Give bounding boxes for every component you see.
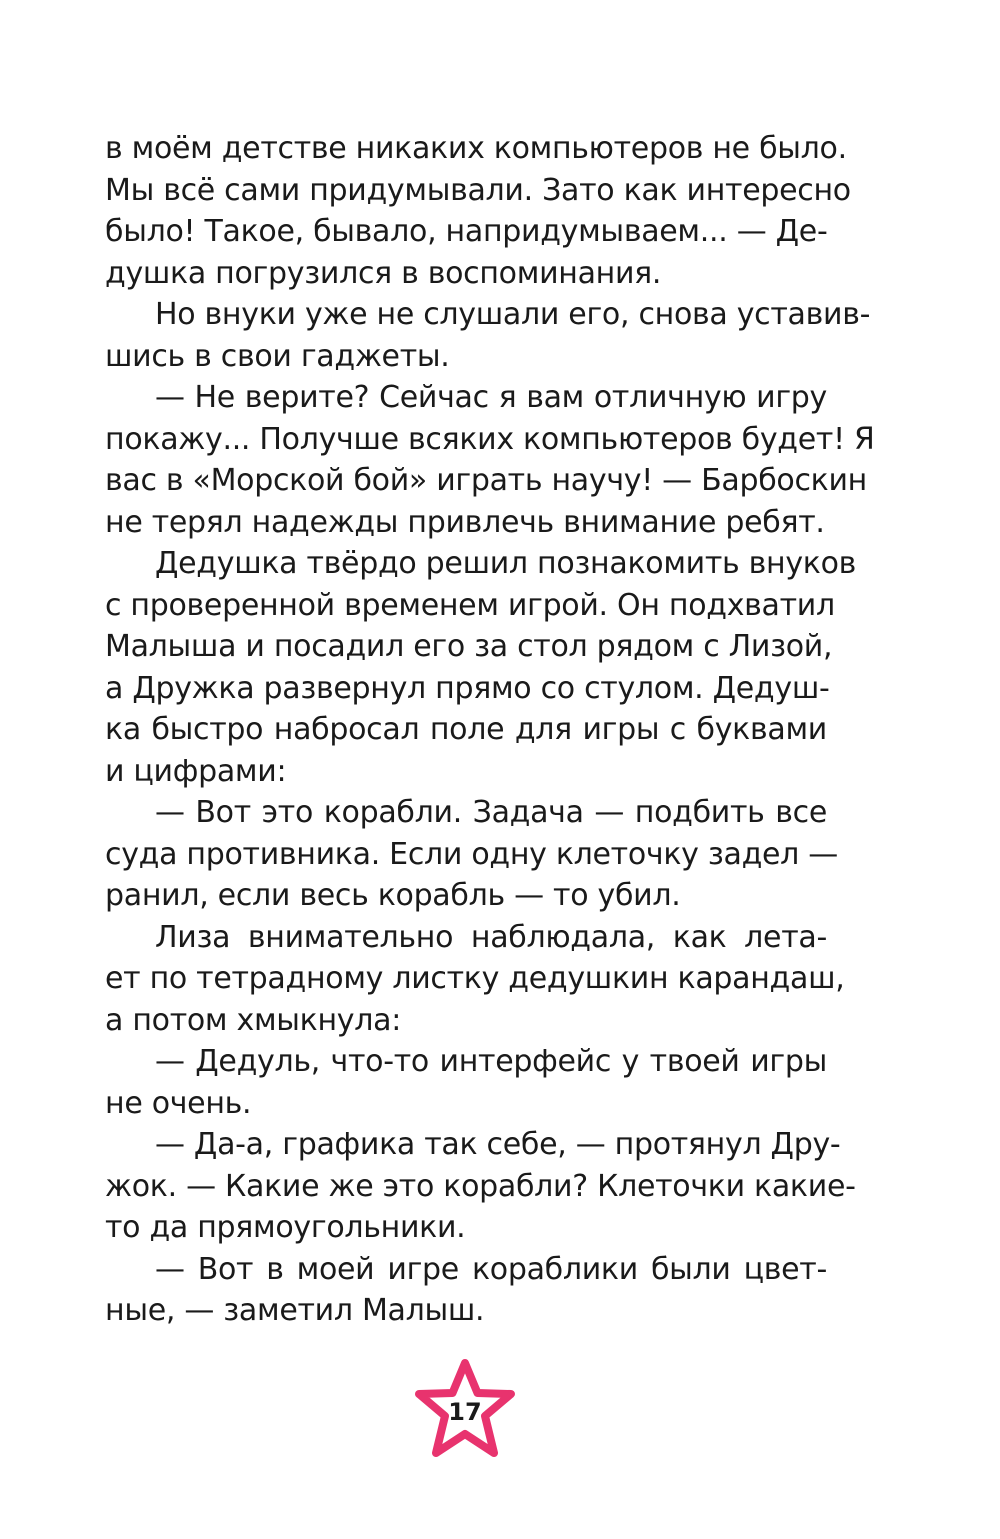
text-line: и цифрами: (105, 753, 287, 789)
text-line: Лиза внимательно наблюдала, как лета- (155, 919, 827, 955)
text-line: Малыша и посадил его за стол рядом с Лизой, (105, 629, 833, 664)
text-line: — Дедуль, что-то интерфейс у твоей игры (155, 1044, 827, 1079)
text-line: то да прямоугольники. (105, 1210, 466, 1245)
text-line: ка быстро набросал поле для игры с буквами (105, 712, 827, 747)
text-line: а потом хмыкнула: (105, 1002, 402, 1038)
text-line: суда противника. Если одну клеточку задел — (105, 836, 838, 872)
text-line: — Не верите? Сейчас я вам отличную игру (155, 380, 827, 415)
text-line: ные, — заметил Малыш. (105, 1293, 485, 1328)
text-line: Мы всё сами придумывали. Зато как интересно (105, 172, 851, 208)
text-line: Но внуки уже не слушали его, снова уставив- (155, 297, 871, 332)
text-line: жок. — Какие же это корабли? Клеточки какие- (105, 1168, 856, 1204)
page-number: 17 (448, 1398, 482, 1426)
text-line: а Дружка развернул прямо со стулом. Дедуш- (105, 670, 830, 706)
page-number-badge (412, 1357, 518, 1463)
text-line: — Да-а, графика так себе, — протянул Дру- (155, 1127, 841, 1162)
text-line: не терял надежды привлечь внимание ребят. (105, 504, 825, 540)
body-text (105, 128, 875, 1332)
text-line: — Вот это корабли. Задача — подбить все (155, 795, 827, 830)
text-line: шись в свои гаджеты. (105, 338, 450, 374)
text-line: не очень. (105, 1085, 252, 1121)
text-line: с проверенной временем игрой. Он подхватил (105, 587, 835, 623)
text-line: Дедушка твёрдо решил познакомить внуков (155, 546, 857, 581)
text-line: было! Такое, бывало, напридумываем... — Де- (105, 214, 828, 249)
text-line: — Вот в моей игре кораблики были цвет- (155, 1251, 827, 1287)
text-line: ет по тетрадному листку дедушкин карандаш, (105, 961, 845, 996)
text-line: вас в «Морской бой» играть научу! — Барбоскин (105, 463, 867, 498)
text-line: душка погрузился в воспоминания. (105, 255, 662, 291)
text-line: покажу... Получше всяких компьютеров будет! Я (105, 421, 875, 457)
text-line: ранил, если весь корабль — то убил. (105, 878, 681, 913)
text-line: в моём детстве никаких компьютеров не было. (105, 131, 847, 166)
